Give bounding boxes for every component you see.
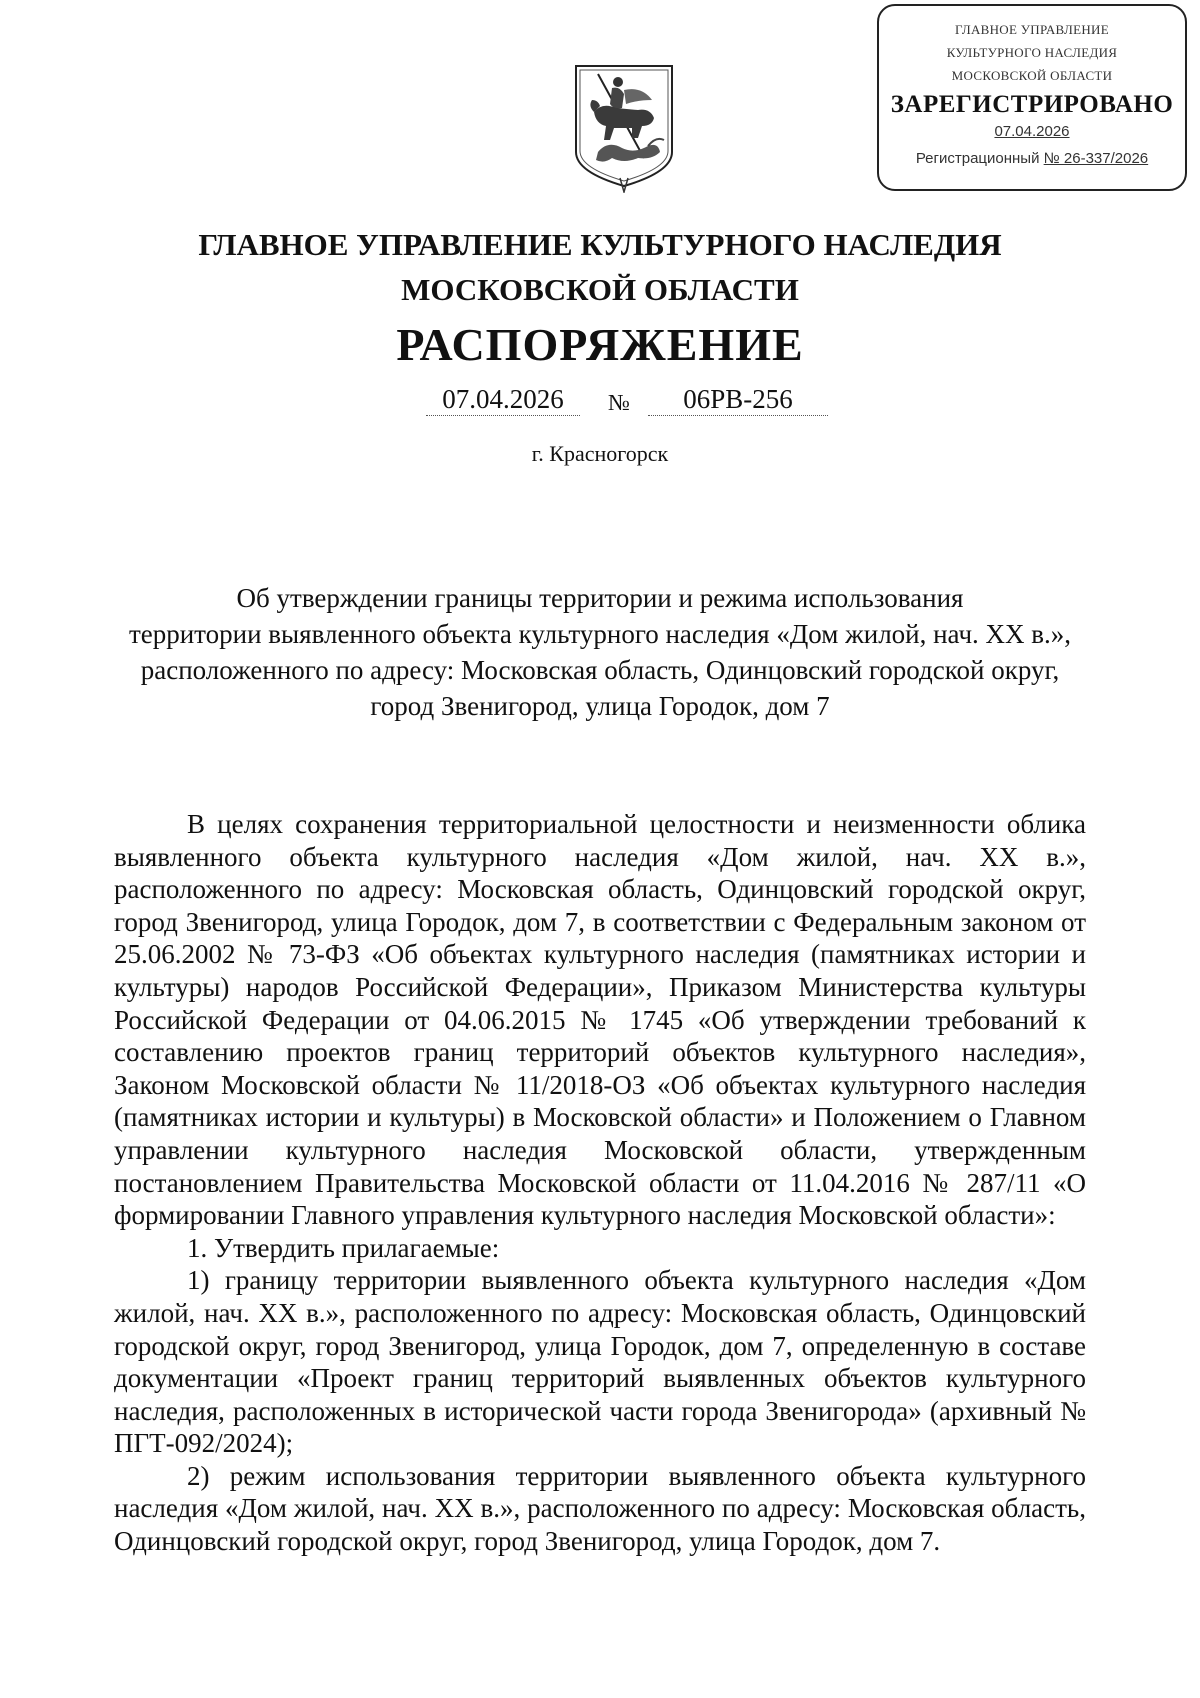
organization-title: ГЛАВНОЕ УПРАВЛЕНИЕ КУЛЬТУРНОГО НАСЛЕДИЯ МОСКОВСКОЙ ОБЛАСТИ <box>198 227 1002 307</box>
document-type-heading: РАСПОРЯЖЕНИЕ <box>396 319 804 370</box>
body-paragraph: 1. Утвердить прилагаемые: <box>187 1232 500 1263</box>
body-paragraph: В целях сохранения территориальной целостности и неизменности облика выявленного объекта культурного наследия «Дом жилой, нач. XX в.», расположенного по адресу: Московская область, Одинцовский городской округ, город Звенигород, улица Городок, дом 7, в соответствии с Федеральным законом от 25.06.2002 № 73-ФЗ «Об объектах культурного наследия (памятниках истории и культуры) народов Российской Федерации», Приказом Министерства культуры Российской Федерации от 04.06.2015 № 1745 «Об утверждении требований к составлению проектов границ территорий объектов культурного наследия», Законом Московской области № 11/2018-ОЗ «Об объектах культурного наследия (памятниках истории и культуры) в Московской области» и Положением о Главном управлении культурного наследия Московской области, утвержденным постановлением Правительства Московской области от 11.04.2016 № 287/11 «О формировании Главного управления культурного наследия Московской области»: <box>114 809 1086 1231</box>
city-name: г. Красногорск <box>531 441 669 466</box>
document-date: 07.04.2026 <box>426 384 580 416</box>
stamp-status: ЗАРЕГИСТРИРОВАНО <box>890 91 1174 118</box>
stamp-date: 07.04.2026 <box>994 123 1070 140</box>
document-subject: Об утверждении границы территории и режима использования территории выявленного объекта культурного наследия «Дом жилой, нач. XX в.», расположенного по адресу: Московская область, Одинцовский городской округ, город Звенигород, улица Городок, дом 7 <box>128 583 1072 721</box>
number-sign: № <box>608 390 630 415</box>
registration-stamp <box>877 4 1187 191</box>
body-paragraph: 1) границу территории выявленного объекта культурного наследия «Дом жилой, нач. XX в.», расположенного по адресу: Московская область, Одинцовский городской округ, город Звенигород, улица Городок, дом 7, определенную в составе документации «Проект границ территорий выявленных объектов культурного наследия, расположенных в исторической части города Звенигорода» (архивный № ПГТ-092/2024); <box>114 1265 1086 1459</box>
date-number-line <box>0 384 1200 424</box>
stamp-reg-number: Регистрационный № 26-337/2026 <box>915 150 1149 167</box>
coat-of-arms-emblem <box>568 60 680 193</box>
stamp-org-name: ГЛАВНОЕ УПРАВЛЕНИЕ КУЛЬТУРНОГО НАСЛЕДИЯ МОСКОВСКОЙ ОБЛАСТИ <box>946 22 1118 83</box>
document-body <box>114 808 1086 1558</box>
body-paragraph: 2) режим использования территории выявленного объекта культурного наследия «Дом жилой, нач. XX в.», расположенного по адресу: Московская область, Одинцовский городской округ, город Звенигород, улица Городок, дом 7. <box>114 1460 1086 1557</box>
document-number: 06РВ-256 <box>648 384 828 416</box>
